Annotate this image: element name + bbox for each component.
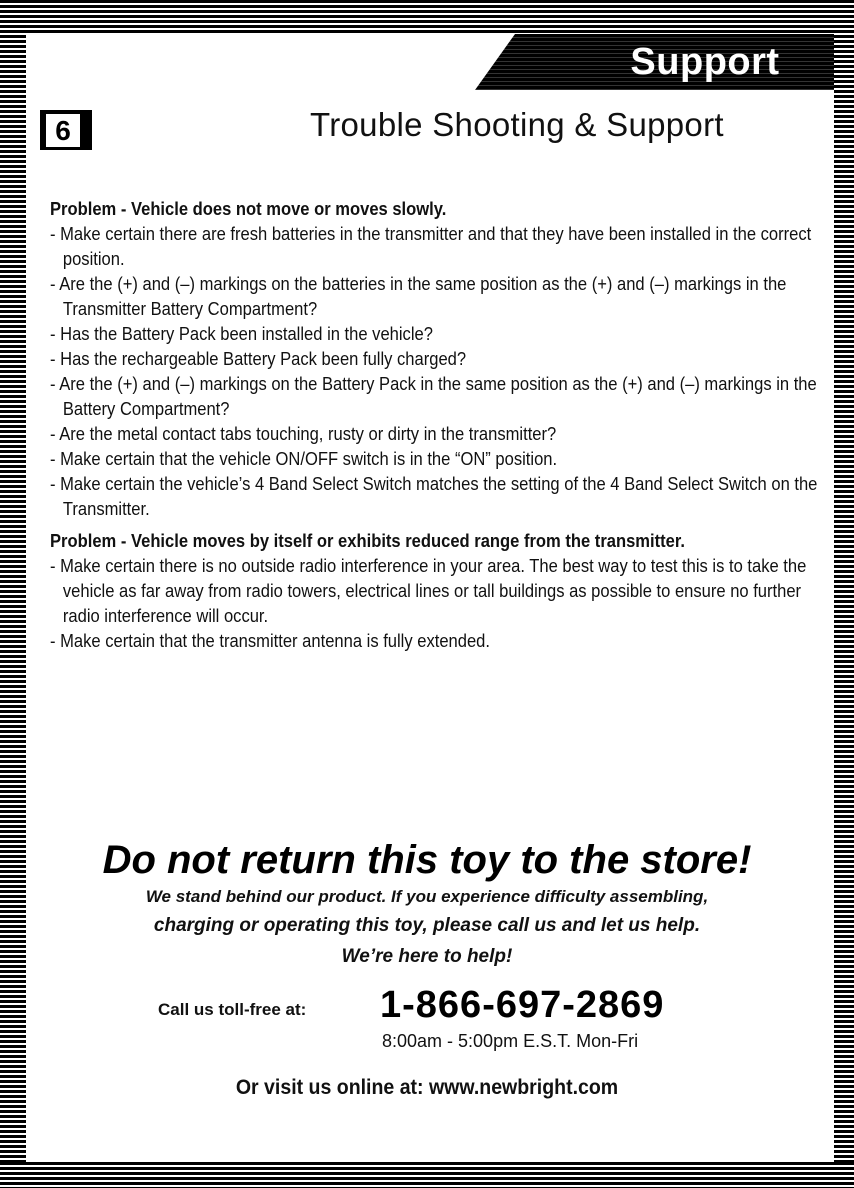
list-item: - Make certain there are fresh batteries in the transmitter and that they have been installed in the correct position. [50, 224, 812, 269]
problem-heading: Problem - Vehicle does not move or moves slowly. [50, 199, 447, 219]
list-item: - Has the rechargeable Battery Pack been fully charged? [50, 349, 467, 369]
list-item: - Are the (+) and (–) markings on the Battery Pack in the same position as the (+) and (–) markings in the Battery Compartment? [50, 374, 817, 419]
list-item: - Are the metal contact tabs touching, rusty or dirty in the transmitter? [50, 424, 557, 444]
website-line: Or visit us online at: www.newbright.com [235, 1076, 619, 1099]
chapter-badge [40, 110, 92, 150]
phone-number: 1-866-697-2869 [380, 984, 665, 1026]
frame-bottom-border [0, 1162, 854, 1188]
list-item: - Make certain the vehicle’s 4 Band Select Switch matches the setting of the 4 Band Select Switch on the Transmitter. [50, 474, 818, 519]
support-callout [0, 836, 854, 972]
callout-text: We’re here to help! [341, 946, 513, 967]
section-tab-label: Support [630, 41, 780, 83]
callout-text: We stand behind our product. If you experience difficulty assembling, [145, 887, 709, 906]
list-item: - Are the (+) and (–) markings on the batteries in the same position as the (+) and (–) markings in the Transmitter Battery Compartment? [50, 274, 787, 319]
callout-title: Do not return this toy to the store! [102, 838, 752, 882]
page-title: Trouble Shooting & Support [310, 106, 724, 143]
section-tab [475, 34, 834, 90]
frame-right-border [834, 0, 854, 1188]
support-hours: 8:00am - 5:00pm E.S.T. Mon-Fri [382, 1031, 639, 1051]
chapter-number: 6 [45, 113, 81, 148]
callout-text: charging or operating this toy, please call us and let us help. [153, 915, 701, 936]
problem-heading: Problem - Vehicle moves by itself or exhibits reduced range from the transmitter. [50, 531, 686, 551]
frame-left-border [0, 0, 26, 1188]
list-item: - Make certain there is no outside radio interference in your area. The best way to test this is to take the vehicle as far away from radio towers, electrical lines or tall buildings as possible to ensure no further radio interference will occur. [50, 556, 807, 626]
list-item: - Make certain that the transmitter antenna is fully extended. [50, 631, 490, 651]
frame-top-border [0, 0, 854, 34]
call-label: Call us toll-free at: [158, 1000, 307, 1019]
list-item: - Make certain that the vehicle ON/OFF switch is in the “ON” position. [50, 449, 558, 469]
troubleshooting-content [50, 196, 830, 654]
list-item: - Has the Battery Pack been installed in the vehicle? [50, 324, 433, 344]
